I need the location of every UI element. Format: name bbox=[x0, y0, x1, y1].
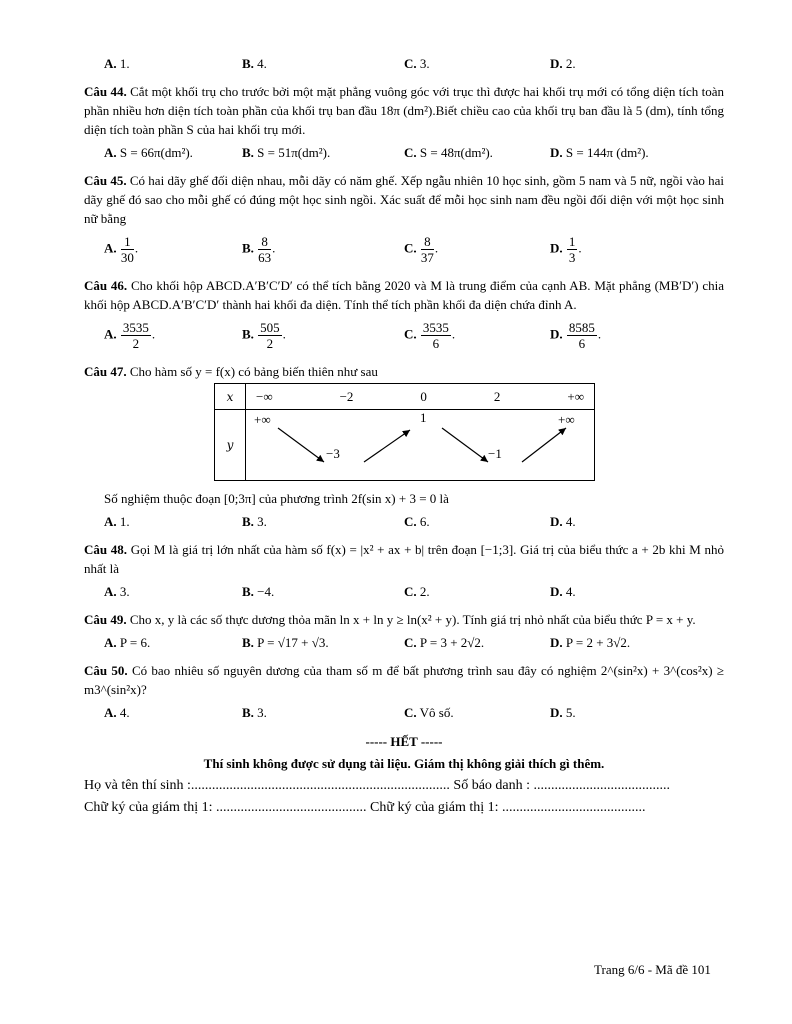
q47-question: Số nghiệm thuộc đoạn [0;3π] của phương trình 2f(sin x) + 3 = 0 là bbox=[104, 491, 449, 506]
end-marker: ----- HẾT ----- bbox=[365, 734, 443, 749]
q50-option-c: C. Vô số. bbox=[404, 705, 454, 720]
bbt-y-label: y bbox=[215, 410, 246, 481]
bbt-y-0: +∞ bbox=[254, 412, 271, 427]
q44-option-c: C. S = 48π(dm²). bbox=[404, 145, 493, 160]
q46-option-b: B. $\frac{505}{2}$ . bbox=[242, 320, 286, 351]
bbt-x-3: 2 bbox=[493, 388, 501, 404]
arrow-up-2 bbox=[522, 428, 566, 462]
question-50: Câu 50. Có bao nhiêu số nguyên dương của tham số m để bất phương trình sau đây có nghiệm 2^(sin²x) + 3^(cos²x) ≥ m3^(sin²x)? bbox=[84, 663, 725, 697]
q43-option-d: D. 2. bbox=[550, 56, 576, 71]
arrow-down-2 bbox=[442, 428, 488, 462]
q45-options bbox=[84, 234, 724, 272]
bbt-x-4: +∞ bbox=[567, 388, 584, 404]
q44-option-a: A. S = 66π(dm²). bbox=[104, 145, 193, 160]
bbt-x-label: x bbox=[215, 384, 246, 410]
q50-option-a: A. 4. bbox=[104, 705, 130, 720]
q50-option-b: B. 3. bbox=[242, 705, 267, 720]
q47-options bbox=[84, 514, 724, 536]
q48-option-b: B. −4. bbox=[242, 584, 275, 599]
q50-options bbox=[84, 705, 724, 727]
q49-option-d: D. P = 2 + 3√2. bbox=[550, 635, 631, 650]
exam-note: Thí sinh không được sử dụng tài liệu. Giám thị không giải thích gì thêm. bbox=[203, 756, 605, 771]
q46-options bbox=[84, 320, 724, 358]
q49-option-a: A. P = 6. bbox=[104, 635, 151, 650]
bbt-x-2: 0 bbox=[420, 388, 427, 404]
q50-option-d: D. 5. bbox=[550, 705, 576, 720]
question-45: Câu 45. Có hai dãy ghế đối diện nhau, mỗi dãy có năm ghế. Xếp ngẫu nhiên 10 học sinh, gồm 5 nam và 5 nữ, ngồi vào hai dãy ghế đó sao cho mỗi ghế có đúng một học sinh ngồi. Xác suất để mỗi học sinh nam đều ngồi đối diện với một học sinh nữ bằng bbox=[84, 173, 725, 226]
q48-options bbox=[84, 584, 724, 606]
q44-options bbox=[84, 145, 724, 167]
q46-option-c: C. $\frac{3535}{6}$ . bbox=[404, 320, 456, 351]
bbt-x-0: −∞ bbox=[256, 388, 273, 404]
q45-option-a: A. $\frac{1}{30}$ . bbox=[104, 234, 139, 265]
q45-option-d: D. $\frac{1}{3}$ . bbox=[550, 234, 582, 265]
question-44: Câu 44. Cắt một khối trụ cho trước bởi một mặt phẳng vuông góc với trục thì được hai khối trụ mới có tổng diện tích toàn phần nhiều hơn diện tích toàn phần của khối trụ ban đầu 18π (dm²).Biết chiều cao của khối trụ ban đầu là 5 (dm), tính tổng diện tích toàn phần S của hai khối trụ mới. bbox=[84, 84, 724, 137]
question-48: Câu 48. Gọi M là giá trị lớn nhất của hàm số f(x) = |x² + ax + b| trên đoạn [−1;3]. Giá trị của biểu thức a + 2b khi M nhỏ nhất là bbox=[84, 542, 725, 576]
page-footer: Trang 6/6 - Mã đề 101 bbox=[594, 962, 711, 977]
exam-page bbox=[84, 50, 724, 819]
bbt-y-3: −1 bbox=[488, 446, 502, 461]
bbt-y-2: 1 bbox=[420, 410, 427, 425]
bbt-y-1: −3 bbox=[326, 446, 340, 461]
q43-option-a: A. 1. bbox=[104, 56, 130, 71]
q45-option-c: C. $\frac{8}{37}$ . bbox=[404, 234, 439, 265]
candidate-name-line: Họ và tên thí sinh :.......................................................................... Số báo danh : ....................................... bbox=[84, 778, 671, 793]
question-46: Câu 46. Cho khối hộp ABCD.A′B′C′D′ có thể tích bằng 2020 và M là trung điểm của cạnh AB. Mặt phẳng (MB′D′) chia khối hộp ABCD.A′B′C′D′ thành hai khối đa diện. Tính thể tích phần khối đa diện chứa đỉnh A. bbox=[84, 278, 724, 312]
bbt-x-row bbox=[246, 384, 595, 410]
q48-option-c: C. 2. bbox=[404, 584, 430, 599]
q48-option-d: D. 4. bbox=[550, 584, 576, 599]
q43-options bbox=[84, 56, 724, 78]
q45-option-b: B. $\frac{8}{63}$ . bbox=[242, 234, 276, 265]
q43-option-c: C. 3. bbox=[404, 56, 430, 71]
q48-option-a: A. 3. bbox=[104, 584, 130, 599]
q49-option-b: B. P = √17 + √3. bbox=[242, 635, 329, 650]
question-49: Câu 49. Cho x, y là các số thực dương thỏa mãn ln x + ln y ≥ ln(x² + y). Tính giá trị nhỏ nhất của biểu thức P = x + y. bbox=[84, 612, 696, 627]
q47-option-b: B. 3. bbox=[242, 514, 267, 529]
q46-option-a: A. $\frac{3535}{2}$ . bbox=[104, 320, 156, 351]
q44-option-b: B. S = 51π(dm²). bbox=[242, 145, 331, 160]
q49-options bbox=[84, 635, 724, 657]
q49-option-c: C. P = 3 + 2√2. bbox=[404, 635, 485, 650]
arrow-down-1 bbox=[278, 428, 324, 462]
q47-option-c: C. 6. bbox=[404, 514, 430, 529]
q47-option-a: A. 1. bbox=[104, 514, 130, 529]
bbt-y-row bbox=[246, 410, 595, 481]
q43-option-b: B. 4. bbox=[242, 56, 267, 71]
q44-option-d: D. S = 144π (dm²). bbox=[550, 145, 649, 160]
bbt-y-4: +∞ bbox=[558, 412, 575, 427]
question-47: Câu 47. Cho hàm số y = f(x) có bảng biến thiên như sau bbox=[84, 364, 378, 379]
q46-option-d: D. $\frac{8585}{6}$ . bbox=[550, 320, 602, 351]
supervisor-signature-line: Chữ ký của giám thị 1: ........................................... Chữ ký của giám thị 1: ......................................... bbox=[84, 800, 646, 815]
arrow-up-1 bbox=[364, 430, 410, 462]
bbt-x-1: −2 bbox=[339, 388, 354, 404]
variation-table bbox=[214, 383, 595, 481]
q47-option-d: D. 4. bbox=[550, 514, 576, 529]
